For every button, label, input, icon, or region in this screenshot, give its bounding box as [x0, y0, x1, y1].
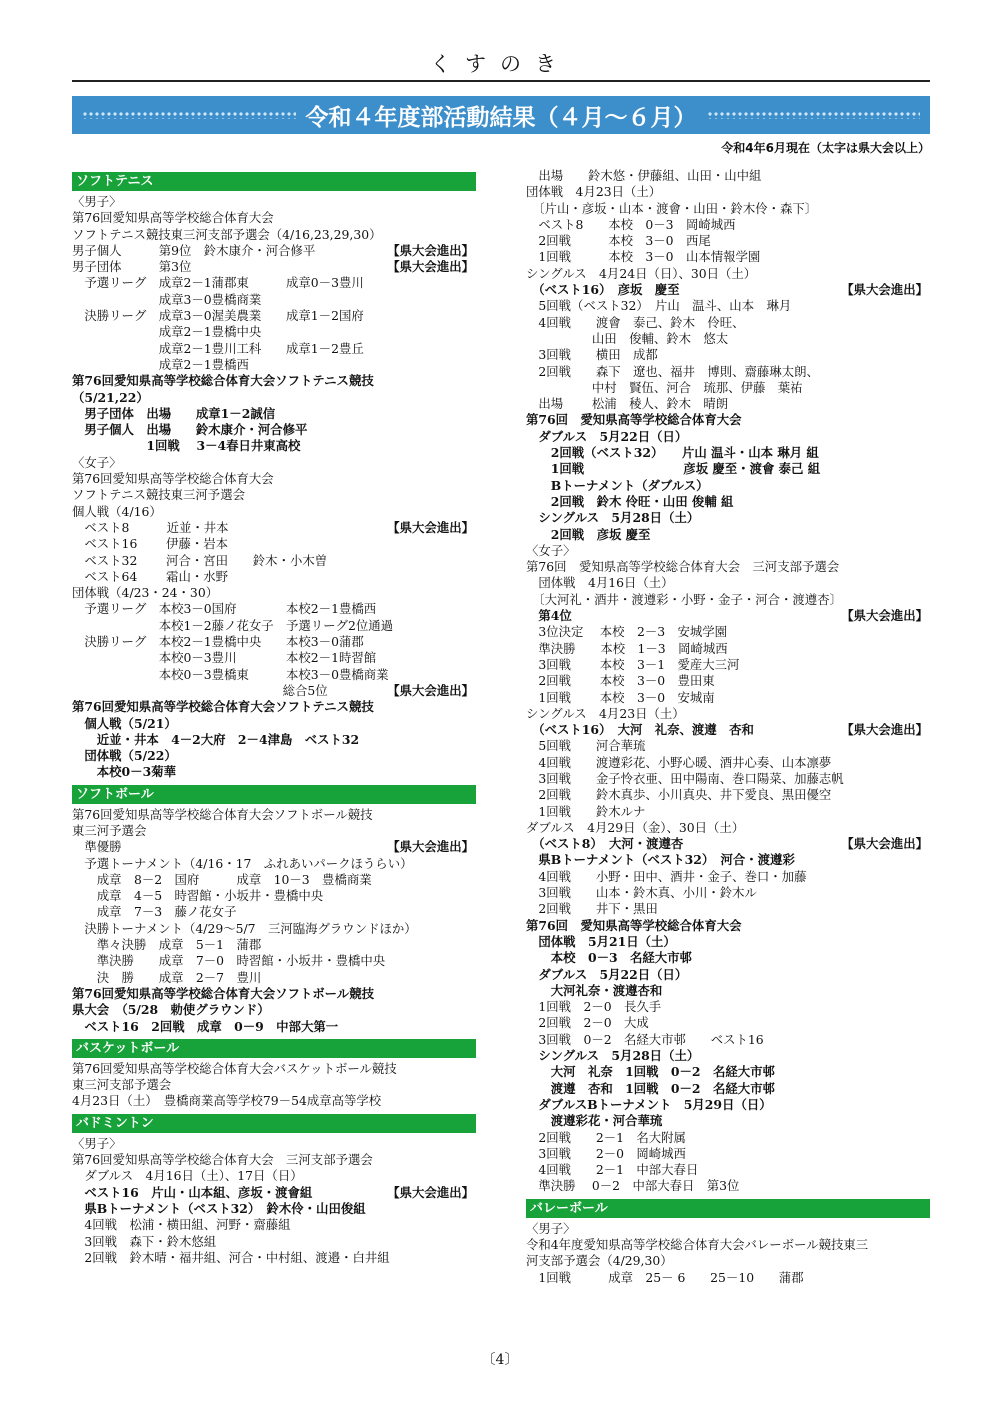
line-text: 成章 7－3 藤ノ花女子 — [72, 904, 237, 920]
text-line — [526, 1048, 930, 1064]
line-text: 第76回愛知県高等学校総合体育大会ソフトテニス競技 — [72, 699, 374, 715]
line-text: 4回戦 渡遵彩花、小野心暖、酒井心奏、山本凛夢 — [526, 754, 832, 770]
text-line — [526, 233, 930, 249]
line-text: 団体戦 4月16日（土） — [526, 575, 674, 591]
text-line — [72, 904, 476, 920]
text-line — [72, 872, 476, 888]
line-text: 予選トーナメント（4/16・17 ふれあいパークほうらい） — [72, 855, 413, 871]
text-line — [72, 390, 476, 406]
text-line — [72, 569, 476, 585]
line-text: 東三河支部予選会 — [72, 1077, 172, 1093]
line-text: ベスト32 河合・宮田 鈴木・小木曽 — [72, 552, 328, 568]
text-line — [526, 657, 930, 673]
text-line — [72, 937, 476, 953]
as-of-note: 令和4年6月現在（太字は県大会以上） — [721, 141, 930, 155]
line-text: 本校0－3豊川 本校2－1時習館 — [72, 650, 377, 666]
line-text: バドミントン — [76, 1115, 154, 1131]
text-line — [526, 836, 930, 852]
page-header-title: くすのき — [430, 52, 570, 76]
line-text: 準決勝 0－2 中部大春日 第3位 — [526, 1178, 740, 1194]
text-line — [72, 1250, 476, 1266]
text-line — [526, 787, 930, 803]
line-text: 3回戦 0－2 名経大市邨 ベスト16 — [526, 1031, 764, 1047]
text-line — [526, 364, 930, 380]
line-text: 第76回愛知県高等学校総合体育大会バスケットボール競技 — [72, 1060, 397, 1076]
line-text: 2回戦 鈴木晴・福井組、河合・中村組、渡邉・白井組 — [72, 1249, 390, 1265]
line-text: ダブルス 5月22日（日） — [526, 428, 688, 444]
line-text: 渡遵彩花・河合華琉 — [526, 1113, 663, 1129]
text-line — [72, 601, 476, 617]
line-text: 男子個人 出場 鈴木康介・河合修平 — [72, 422, 308, 438]
line-text: 3回戦 2－0 岡崎城西 — [526, 1145, 686, 1161]
text-line — [72, 324, 476, 340]
line-text: 〈女子〉 — [72, 454, 122, 470]
line-text: 2回戦 本校 3－0 西尾 — [526, 233, 711, 249]
qualifier-tag: 【県大会進出】 — [387, 839, 474, 855]
text-line — [526, 494, 930, 510]
text-line — [526, 1081, 930, 1097]
line-text: 準々決勝 成章 5－1 蒲郡 — [72, 937, 262, 953]
line-text: 2回戦 2－0 大成 — [526, 1015, 649, 1031]
line-text: 3位決定 本校 2－3 安城学園 — [526, 624, 728, 640]
text-line — [526, 901, 930, 917]
line-text: 5回戦 河合華琉 — [526, 738, 646, 754]
text-line — [72, 520, 476, 536]
text-line — [526, 543, 930, 559]
text-line — [526, 575, 930, 591]
left-column — [72, 168, 476, 1266]
line-text: 予選リーグ 本校3－0国府 本校2－1豊橋西 — [72, 601, 377, 617]
text-line — [526, 999, 930, 1015]
line-text: 1回戦 3－4春日井東高校 — [72, 438, 301, 454]
line-text: 2回戦 鈴木 伶旺・山田 俊輔 組 — [526, 493, 734, 509]
text-line — [526, 1221, 930, 1237]
line-text: 4回戦 松浦・横田組、河野・齋藤組 — [72, 1217, 291, 1233]
line-text: 1回戦 鈴木ルナ — [526, 803, 646, 819]
text-line — [526, 429, 930, 445]
banner-decoration-left — [82, 111, 296, 119]
text-line — [526, 1162, 930, 1178]
qualifier-tag: 【県大会進出】 — [841, 836, 928, 852]
line-text: 予選リーグ 成章2－1蒲郡東 成章0－3豊川 — [72, 275, 364, 291]
line-text: 県Bトーナメント（ベスト32） 河合・渡遵彩 — [526, 852, 795, 868]
qualifier-tag: 【県大会進出】 — [841, 722, 928, 738]
text-line — [72, 764, 476, 780]
line-text: 大河礼奈・渡遵杏和 — [526, 982, 663, 998]
line-text: 3回戦 森下・鈴木悠組 — [72, 1233, 217, 1249]
text-line — [526, 1237, 930, 1253]
line-text: 総合5位 — [72, 682, 328, 698]
line-text: バレーボール — [530, 1200, 608, 1216]
text-line — [72, 1217, 476, 1233]
line-text: Bトーナメント（ダブルス） — [526, 477, 709, 493]
text-line — [526, 869, 930, 885]
line-text: ベスト8 本校 0－3 岡崎城西 — [526, 216, 736, 232]
line-text: 2回戦 2－1 名大附属 — [526, 1129, 686, 1145]
line-text: 2回戦（ベスト32） 片山 温斗・山本 琳月 組 — [526, 445, 819, 461]
line-text: 第76回愛知県高等学校総合体育大会 — [72, 471, 274, 487]
text-line — [526, 396, 930, 412]
line-text: 男子個人 第9位 鈴木康介・河合修平 — [72, 242, 316, 258]
line-text: 個人戦（4/16） — [72, 503, 162, 519]
text-line — [72, 243, 476, 259]
right-column — [526, 168, 930, 1286]
line-text: 大河 礼奈 1回戦 0－2 名経大市邨 — [526, 1064, 775, 1080]
line-text: ダブルス 4月29日（金）、30日（土） — [526, 819, 745, 835]
text-line — [72, 341, 476, 357]
line-text: ベスト64 霜山・水野 — [72, 568, 229, 584]
text-line — [72, 1185, 476, 1201]
text-line — [526, 1253, 930, 1269]
text-line — [526, 559, 930, 575]
text-line — [72, 807, 476, 823]
line-text: 山田 俊輔、鈴木 悠太 — [526, 330, 729, 346]
line-text: 成章2－1豊川工科 成章1－2豊丘 — [72, 340, 364, 356]
line-text: 3回戦 横田 成都 — [526, 347, 658, 363]
section-header — [72, 172, 476, 191]
text-line — [526, 266, 930, 282]
line-text: 団体戦 5月21日（土） — [526, 933, 676, 949]
text-line — [526, 380, 930, 396]
text-line — [526, 804, 930, 820]
text-line — [72, 839, 476, 855]
line-text: 2回戦 井下・黒田 — [526, 901, 658, 917]
line-text: 〈女子〉 — [526, 542, 576, 558]
line-text: 県Bトーナメント（ベスト32） 鈴木伶・山田俊組 — [72, 1200, 366, 1216]
text-line — [72, 1077, 476, 1093]
text-line — [72, 856, 476, 872]
qualifier-tag: 【県大会進出】 — [387, 1184, 474, 1200]
line-text: 成章 8－2 国府 成章 10－3 豊橋商業 — [72, 871, 372, 887]
text-line — [72, 210, 476, 226]
text-line — [526, 592, 930, 608]
line-text: シングルス 4月24日（日）、30日（土） — [526, 265, 757, 281]
text-line — [72, 406, 476, 422]
line-text: 2回戦 本校 3－0 豊田東 — [526, 673, 715, 689]
text-line — [526, 510, 930, 526]
text-line — [526, 950, 930, 966]
text-line — [72, 634, 476, 650]
line-text: 〈男子〉 — [72, 1135, 122, 1151]
text-line — [526, 608, 930, 624]
line-text: 男子団体 第3位 — [72, 259, 192, 275]
text-line — [72, 618, 476, 634]
text-line — [526, 722, 930, 738]
line-text: 2回戦 彦坂 慶至 — [526, 526, 651, 542]
line-text: 団体戦（4/23・24・30） — [72, 585, 219, 601]
text-line — [72, 650, 476, 666]
text-line — [72, 683, 476, 699]
text-line — [526, 706, 930, 722]
text-line — [526, 820, 930, 836]
line-text: （ベスト8） 大河・渡遵杏 — [526, 836, 684, 852]
line-text: ダブルスBトーナメント 5月29日（日） — [526, 1096, 772, 1112]
text-line — [526, 249, 930, 265]
section-header — [72, 1039, 476, 1058]
text-line — [526, 461, 930, 477]
text-line — [526, 983, 930, 999]
text-line — [526, 1270, 930, 1286]
text-line — [72, 292, 476, 308]
text-line — [72, 748, 476, 764]
text-line — [72, 1093, 476, 1109]
line-text: 河支部予選会（4/29,30） — [526, 1253, 673, 1269]
qualifier-tag: 【県大会進出】 — [387, 519, 474, 535]
line-text: バスケットボール — [76, 1040, 180, 1056]
line-text: 渡遵 杏和 1回戦 0－2 名経大市邨 — [526, 1080, 775, 1096]
banner-decoration-right — [707, 111, 921, 119]
text-line — [72, 953, 476, 969]
line-text: 2回戦 森下 遼也、福井 博則、齋藤琳太朗、 — [526, 363, 819, 379]
line-text: ベスト16 片山・山本組、彦坂・渡會組 — [72, 1184, 313, 1200]
title-banner — [72, 96, 930, 134]
text-line — [72, 1002, 476, 1018]
line-text: 第76回愛知県高等学校総合体育大会ソフトボール競技 — [72, 985, 374, 1001]
line-text: 〔片山・彦坂・山本・渡會・山田・鈴木伶・森下〕 — [526, 200, 818, 216]
text-line — [526, 1032, 930, 1048]
line-text: 近並・井本 4－2大府 2－4津島 ベスト32 — [72, 731, 360, 747]
text-line — [72, 455, 476, 471]
line-text: 第76回 愛知県高等学校総合体育大会 三河支部予選会 — [526, 559, 840, 575]
text-line — [72, 732, 476, 748]
line-text: ソフトテニス競技東三河予選会 — [72, 487, 245, 503]
line-text: 準優勝 — [72, 839, 122, 855]
text-line — [526, 445, 930, 461]
text-line — [526, 1178, 930, 1194]
line-text: 1回戦 成章 25－ 6 25－10 蒲郡 — [526, 1269, 804, 1285]
text-line — [72, 227, 476, 243]
text-line — [526, 755, 930, 771]
text-line — [526, 673, 930, 689]
text-line — [526, 771, 930, 787]
line-text: 本校0－3菊華 — [72, 764, 176, 780]
text-line — [526, 217, 930, 233]
line-text: （ベスト16） 彦坂 慶至 — [526, 282, 680, 298]
line-text: 第76回 愛知県高等学校総合体育大会 — [526, 412, 742, 428]
text-line — [72, 308, 476, 324]
line-text: 〈男子〉 — [72, 194, 122, 209]
line-text: 令和4年度愛知県高等学校総合体育大会バレーボール競技東三 — [526, 1237, 869, 1252]
line-text: 県大会 （5/28 勅使グラウンド） — [72, 1002, 270, 1018]
text-line — [72, 1152, 476, 1168]
text-line — [526, 1015, 930, 1031]
text-line — [526, 690, 930, 706]
text-line — [526, 347, 930, 363]
text-line — [72, 373, 476, 389]
text-line — [72, 553, 476, 569]
text-line — [526, 934, 930, 950]
line-text: （5/21,22） — [72, 389, 149, 405]
line-text: 5回戦（ベスト32） 片山 温斗、山本 琳月 — [526, 298, 792, 314]
qualifier-tag: 【県大会進出】 — [841, 608, 928, 624]
text-line — [526, 315, 930, 331]
text-line — [526, 738, 930, 754]
text-line — [526, 918, 930, 934]
text-line — [72, 1019, 476, 1035]
line-text: 3回戦 山本・鈴木真、小川・鈴木ル — [526, 885, 757, 901]
line-text: 東三河予選会 — [72, 822, 147, 838]
section-header — [526, 1199, 930, 1218]
text-line — [72, 536, 476, 552]
text-line — [72, 888, 476, 904]
qualifier-tag: 【県大会進出】 — [387, 242, 474, 258]
line-text: 出場 鈴木悠・伊藤組、山田・山中組 — [526, 168, 762, 183]
line-text: （ベスト16） 大河 礼奈、渡遵 杏和 — [526, 722, 754, 738]
text-line — [526, 282, 930, 298]
text-line — [72, 716, 476, 732]
line-text: 準決勝 本校 1－3 岡崎城西 — [526, 640, 728, 656]
text-line — [526, 885, 930, 901]
line-text: シングルス 5月28日（土） — [526, 1048, 700, 1064]
line-text: ベスト16 伊藤・岩本 — [72, 536, 229, 552]
banner-title: 令和４年度部活動結果（４月～６月） — [305, 104, 697, 131]
line-text: 4月23日（土） 豊橋商業高等学校79－54成章高等学校 — [72, 1093, 382, 1109]
line-text: 成章2－1豊橋中央 — [72, 324, 262, 340]
line-text: 本校1－2藤ノ花女子 予選リーグ2位通過 — [72, 617, 394, 633]
text-line — [526, 412, 930, 428]
text-line — [72, 438, 476, 454]
text-line — [526, 298, 930, 314]
line-text: 個人戦（5/21） — [72, 715, 177, 731]
text-line — [72, 504, 476, 520]
line-text: 第76回愛知県高等学校総合体育大会 三河支部予選会 — [72, 1152, 373, 1168]
text-line — [72, 823, 476, 839]
line-text: 第76回 愛知県高等学校総合体育大会 — [526, 917, 742, 933]
line-text: 決 勝 成章 2－7 豊川 — [72, 969, 262, 985]
line-text: 〔大河礼・酒井・渡遵彩・小野・金子・河合・渡遵杏〕 — [526, 591, 842, 607]
line-text: 4回戦 2－1 中部大春日 — [526, 1162, 699, 1178]
text-line — [526, 852, 930, 868]
line-text: 〈男子〉 — [526, 1220, 576, 1236]
qualifier-tag: 【県大会進出】 — [387, 259, 474, 275]
line-text: 4回戦 渡會 泰己、鈴木 伶旺、 — [526, 314, 745, 330]
text-line — [526, 1113, 930, 1129]
text-line — [526, 1130, 930, 1146]
text-line — [72, 921, 476, 937]
line-text: 決勝トーナメント（4/29～5/7 三河臨海グラウンドほか） — [72, 920, 417, 936]
header-rule — [72, 80, 930, 82]
line-text: 3回戦 本校 3－1 愛産大三河 — [526, 656, 740, 672]
line-text: ソフトテニス競技東三河支部予選会（4/16,23,29,30） — [72, 226, 382, 242]
line-text: 出場 松浦 稜人、鈴木 晴朗 — [526, 396, 729, 412]
line-text: 1回戦 本校 3－0 山本情報学園 — [526, 249, 761, 265]
text-line — [72, 986, 476, 1002]
line-text: シングルス 5月28日（土） — [526, 510, 700, 526]
line-text: 決勝リーグ 成章3－0渥美農業 成章1－2国府 — [72, 308, 364, 324]
line-text: 男子団体 出場 成章1－2誠信 — [72, 405, 276, 421]
text-line — [526, 641, 930, 657]
line-text: 第76回愛知県高等学校総合体育大会 — [72, 210, 274, 226]
line-text: 成章3－0豊橋商業 — [72, 291, 262, 307]
text-line — [526, 967, 930, 983]
line-text: 本校 0－3 名経大市邨 — [526, 950, 692, 966]
line-text: ダブルス 5月22日（日） — [526, 966, 688, 982]
text-line — [526, 624, 930, 640]
text-line — [526, 201, 930, 217]
text-line — [526, 478, 930, 494]
line-text: 2回戦 鈴木真歩、小川真央、井下愛良、黒田優空 — [526, 787, 832, 803]
text-line — [72, 194, 476, 210]
line-text: シングルス 4月23日（土） — [526, 705, 685, 721]
text-line — [72, 1168, 476, 1184]
qualifier-tag: 【県大会進出】 — [841, 282, 928, 298]
text-line — [72, 699, 476, 715]
section-header — [72, 1114, 476, 1133]
line-text: ソフトボール — [76, 786, 154, 802]
text-line — [72, 471, 476, 487]
line-text: 成章 4－5 時習館・小坂井・豊橋中央 — [72, 888, 324, 904]
line-text: 第4位 — [526, 608, 572, 624]
text-line — [72, 1136, 476, 1152]
line-text: ソフトテニス — [76, 174, 154, 189]
line-text: 第76回愛知県高等学校総合体育大会ソフトテニス競技 — [72, 373, 374, 389]
line-text: 決勝リーグ 本校2－1豊橋中央 本校3－0蒲郡 — [72, 634, 364, 650]
text-line — [72, 1061, 476, 1077]
line-text: 1回戦 彦坂 慶至・渡會 泰己 組 — [526, 461, 821, 477]
text-line — [72, 357, 476, 373]
text-line — [526, 168, 930, 184]
line-text: 1回戦 2－0 長久手 — [526, 999, 662, 1015]
line-text: 第76回愛知県高等学校総合体育大会ソフトボール競技 — [72, 806, 373, 822]
text-line — [72, 487, 476, 503]
text-line — [72, 1234, 476, 1250]
page-number: 〔4〕 — [481, 1352, 519, 1368]
text-line — [526, 527, 930, 543]
text-line — [526, 1097, 930, 1113]
line-text: ダブルス 4月16日（土）、17日（日） — [72, 1168, 303, 1184]
text-line — [72, 275, 476, 291]
text-line — [72, 259, 476, 275]
text-line — [526, 331, 930, 347]
line-text: 3回戦 金子怜衣亜、田中陽南、巻口陽菜、加藤志帆 — [526, 770, 844, 786]
line-text: 準決勝 成章 7－0 時習館・小坂井・豊橋中央 — [72, 953, 386, 969]
text-line — [72, 1201, 476, 1217]
line-text: 成章2－1豊橋西 — [72, 356, 249, 372]
text-line — [72, 585, 476, 601]
text-line — [72, 422, 476, 438]
line-text: ベスト16 2回戦 成章 0－9 中部大第一 — [72, 1018, 339, 1034]
line-text: 中村 賢伍、河合 琉那、伊藤 葉祐 — [526, 379, 803, 395]
text-line — [72, 970, 476, 986]
line-text: ベスト8 近並・井本 — [72, 519, 229, 535]
text-line — [526, 184, 930, 200]
text-line — [526, 1146, 930, 1162]
line-text: 本校0－3豊橋東 本校3－0豊橋商業 — [72, 666, 389, 682]
line-text: 団体戦 4月23日（土） — [526, 184, 662, 200]
line-text: 4回戦 小野・田中、酒井・金子、巻口・加藤 — [526, 868, 807, 884]
section-header — [72, 785, 476, 804]
qualifier-tag: 【県大会進出】 — [387, 682, 474, 698]
text-line — [526, 1064, 930, 1080]
text-line — [72, 667, 476, 683]
line-text: 団体戦（5/22） — [72, 748, 177, 764]
line-text: 1回戦 本校 3－0 安城南 — [526, 689, 715, 705]
